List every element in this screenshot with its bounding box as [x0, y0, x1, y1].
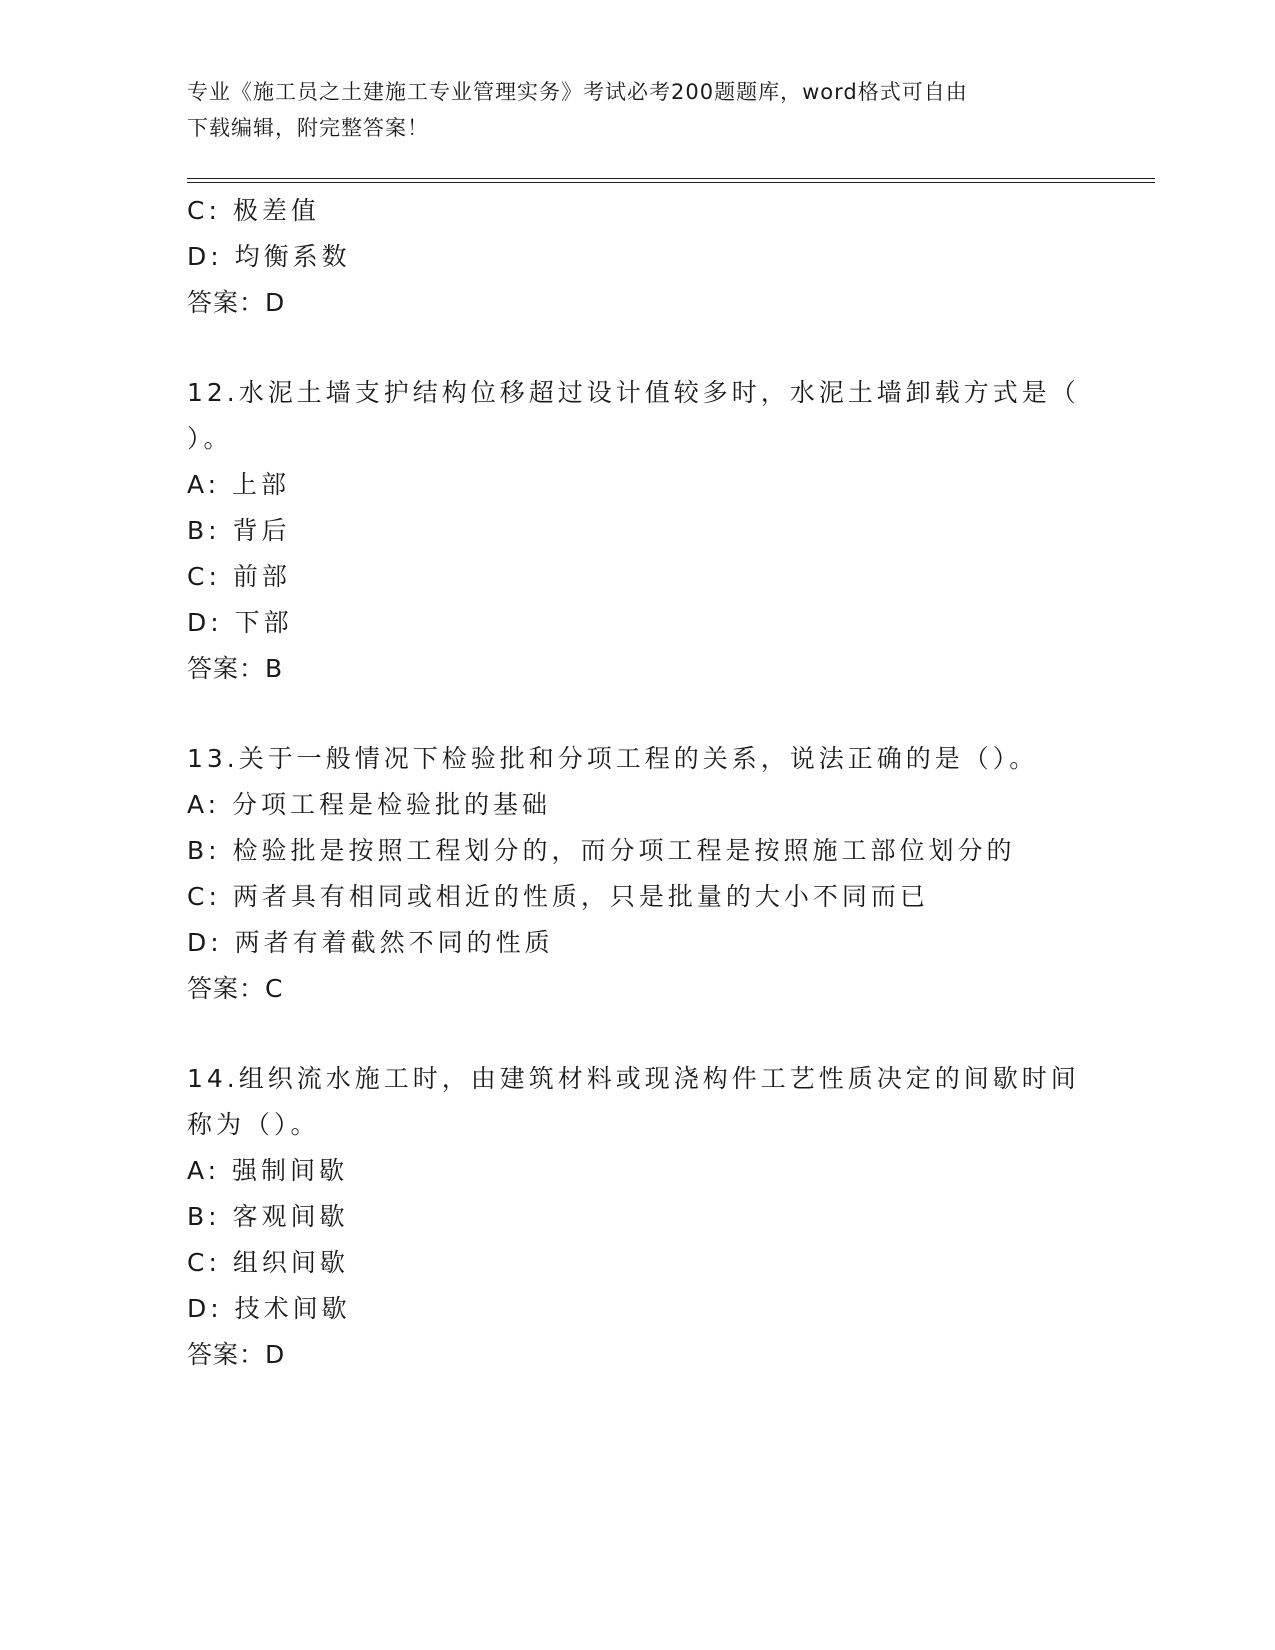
option-d: D: 技术间歇	[187, 1294, 351, 1323]
answer-line: 答案：C	[187, 974, 284, 1003]
option-d: D: 均衡系数	[187, 242, 351, 271]
option-a: A: 上部	[187, 470, 291, 499]
option-c: C: 前部	[187, 562, 291, 591]
answer-line: 答案：B	[187, 654, 284, 683]
spacer	[187, 692, 1155, 736]
question-14	[187, 1056, 1155, 1378]
question-stem-line: ）。	[187, 424, 233, 453]
question-stem-line: 称为（）。	[187, 1110, 320, 1139]
question-11-remainder	[187, 188, 1155, 326]
question-stem-line: 14.组织流水施工时，由建筑材料或现浇构件工艺性质决定的间歇时间	[187, 1064, 1080, 1093]
option-b: B: 客观间歇	[187, 1202, 349, 1231]
document-body	[187, 188, 1155, 1378]
question-stem-line: 12.水泥土墙支护结构位移超过设计值较多时，水泥土墙卸载方式是（	[187, 378, 1080, 407]
option-a: A: 分项工程是检验批的基础	[187, 790, 552, 819]
answer-line: 答案：D	[187, 288, 286, 317]
option-c: C: 极差值	[187, 196, 320, 225]
header-divider	[187, 178, 1155, 183]
header-line-1: 专业《施工员之土建施工专业管理实务》考试必考200题题库，word格式可自由	[187, 80, 968, 104]
option-c: C: 两者具有相同或相近的性质，只是批量的大小不同而已	[187, 882, 929, 911]
question-12	[187, 370, 1155, 692]
question-stem-line: 13.关于一般情况下检验批和分项工程的关系，说法正确的是（）。	[187, 744, 1039, 773]
option-b: B: 检验批是按照工程划分的，而分项工程是按照施工部位划分的	[187, 836, 1016, 865]
question-13	[187, 736, 1155, 1012]
document-header	[187, 74, 1067, 146]
option-d: D: 两者有着截然不同的性质	[187, 928, 554, 957]
option-d: D: 下部	[187, 608, 293, 637]
spacer	[187, 326, 1155, 370]
document-page	[187, 0, 1155, 1650]
option-a: A: 强制间歇	[187, 1156, 349, 1185]
option-b: B: 背后	[187, 516, 291, 545]
answer-line: 答案：D	[187, 1340, 286, 1369]
option-c: C: 组织间歇	[187, 1248, 349, 1277]
header-line-2: 下载编辑，附完整答案！	[187, 116, 429, 140]
spacer	[187, 1012, 1155, 1056]
